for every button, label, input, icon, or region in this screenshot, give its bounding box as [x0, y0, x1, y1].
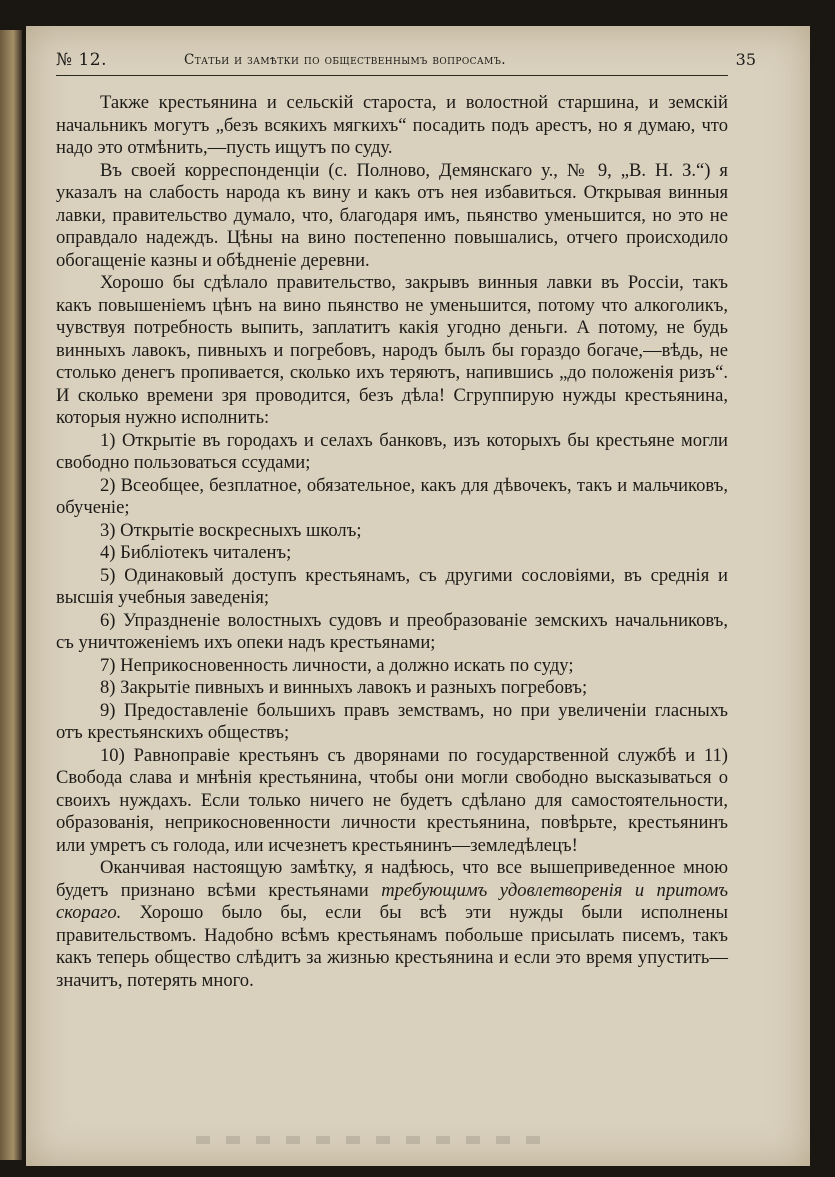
- issue-number: № 12.: [56, 50, 108, 70]
- list-item: 5) Одинаковый доступъ крестьянамъ, съ другими сословіями, въ среднія и высшія учебныя заведенія;: [56, 564, 728, 608]
- list-item: 2) Всеобщее, безплатное, обязательное, какъ для дѣвочекъ, такъ и мальчиковъ, обученіе;: [56, 474, 728, 518]
- book-page: [26, 26, 810, 1166]
- closing-paragraph: [56, 857, 728, 992]
- running-title: Статьи и замѣтки по общественнымъ вопросамъ.: [184, 52, 506, 68]
- closing-text-start: Оканчивая настоящую замѣтку, я надѣюсь, что все вышеприведенное мною будетъ признано всѣми крестьянами: [56, 857, 728, 901]
- paragraph: Также крестьянина и сельскій староста, и волостной старшина, и земскій начальникъ могутъ „безъ всякихъ мягкихъ“ посадить подъ арестъ, но я думаю, что надо это отмѣнить,—пусть ищутъ по суду.: [56, 92, 728, 158]
- bottom-bleed-through: [196, 1136, 556, 1144]
- list-item: 1) Открытіе въ городахъ и селахъ банковъ, изъ которыхъ бы крестьяне могли свободно пользоваться ссудами;: [56, 429, 728, 473]
- running-header: [56, 48, 756, 76]
- list-item: 9) Предоставленіе большихъ правъ земствамъ, но при увеличеніи гласныхъ отъ крестьянскихъ обществъ;: [56, 699, 728, 743]
- paragraph: Въ своей корреспонденціи (с. Полново, Демянскаго у., № 9, „В. Н. З.“) я указалъ на слабость народа къ вину и какъ отъ нея избавиться. Открывая винныя лавки, правительство думало, что, благодаря имъ, пьянство уменьшится, но это не оправдало надеждъ. Цѣны на вино постепенно повышались, отчего происходило обогащеніе казны и обѣдненіе деревни.: [56, 159, 728, 271]
- list-item: 7) Неприкосновенность личности, а должно искать по суду;: [100, 654, 574, 676]
- paragraph: Хорошо бы сдѣлало правительство, закрывъ винныя лавки въ Россіи, такъ какъ повышеніемъ цѣнъ на вино пьянство не уменьшится, потому что алкоголикъ, чувствуя потребность выпить, заплатитъ какія угодно деньги. А потому, не будь винныхъ лавокъ, пивныхъ и погребовъ, народъ былъ бы гораздо богаче,—вѣдь, не столько денегъ пропивается, сколько ихъ теряютъ, напившись „до положенія ризъ“. И сколько времени зря проводится, безъ дѣла! Сгруппирую нужды крестьянина, которыя нужно исполнить:: [56, 272, 728, 428]
- list-item: 3) Открытіе воскресныхъ школъ;: [100, 519, 362, 541]
- closing-italic-phrase: требующимъ удовлетворенія и притомъ скораго.: [56, 879, 728, 923]
- previous-page-edge: [0, 30, 22, 1160]
- header-rule: [56, 75, 728, 76]
- list-item: 10) Равноправіе крестьянъ съ дворянами по государственной службѣ и 11) Свобода слава и мнѣнія крестьянина, чтобы они могли свободно высказываться о своихъ нуждахъ. Если только ничего не будетъ сдѣлано для самостоятельности, образованія, неприкосновенности личности крестьянина, повѣрьте, крестьянинъ или умретъ съ голода, или исчезнетъ крестьянинъ—земледѣлецъ!: [56, 744, 728, 856]
- list-item: 6) Упраздненіе волостныхъ судовъ и преобразованіе земскихъ начальниковъ, съ уничтоженіемъ ихъ опеки надъ крестьянами;: [56, 609, 728, 653]
- closing-text-end: Хорошо было бы, если бы всѣ эти нужды были исполнены правительствомъ. Надобно всѣмъ крестьянамъ побольше присылать писемъ, такъ какъ теперь общество слѣдитъ за жизнью крестьянина и если это время упустить—значитъ, потерять много.: [56, 902, 728, 991]
- list-item: 8) Закрытіе пивныхъ и винныхъ лавокъ и разныхъ погребовъ;: [100, 677, 588, 698]
- page-number: 35: [735, 50, 756, 69]
- article-body: [56, 92, 728, 992]
- list-item: 4) Библіотекъ читаленъ;: [100, 542, 292, 563]
